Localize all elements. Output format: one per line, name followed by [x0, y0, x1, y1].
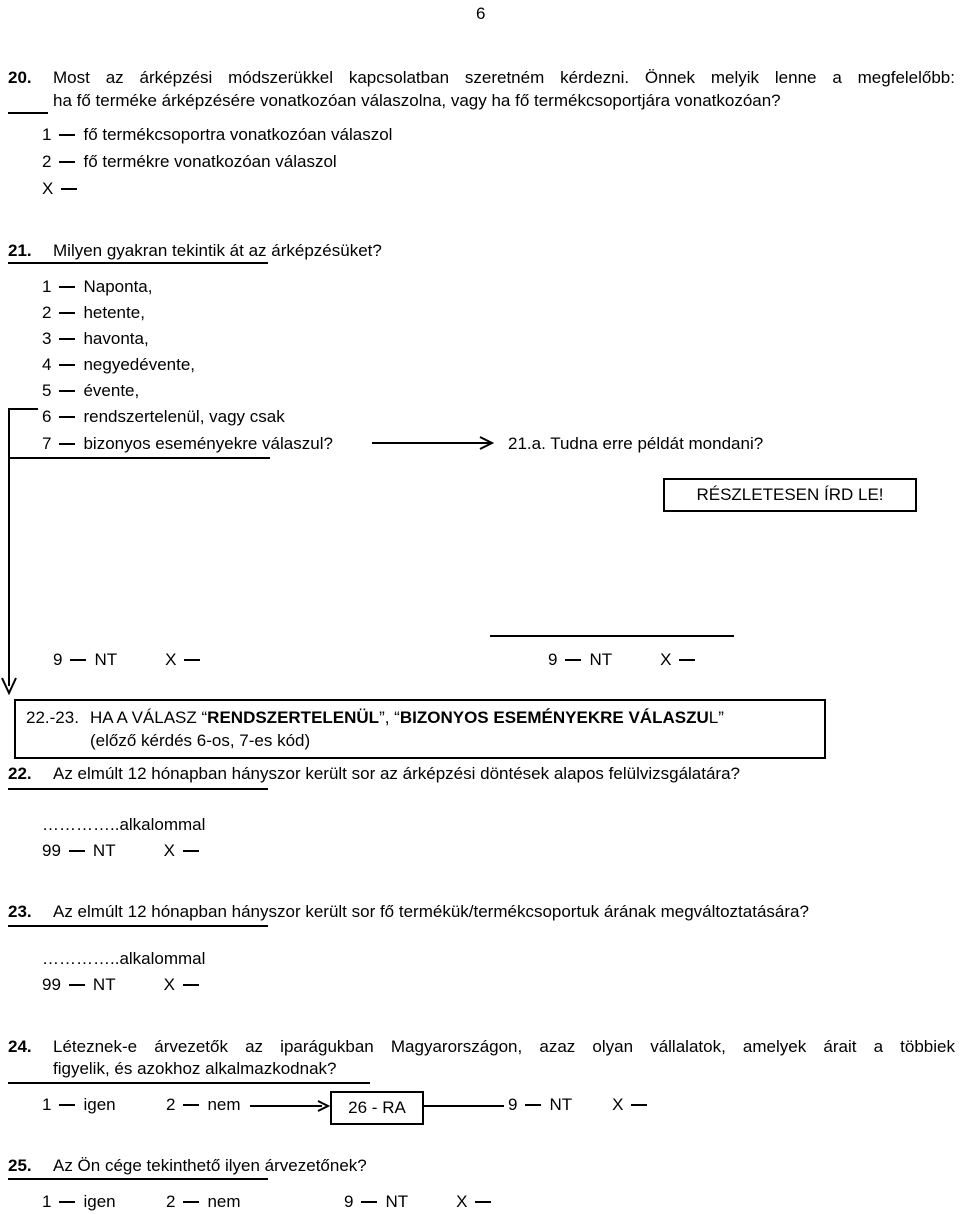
filter-line2: (előző kérdés 6-os, 7-es kód) — [90, 731, 311, 750]
q23-nt[interactable]: 99 NT X — [42, 975, 207, 995]
q21a-text: 21.a. Tudna erre példát mondani? — [508, 434, 764, 453]
q24-nt[interactable]: 9 NT X — [508, 1095, 655, 1115]
q25-text: Az Ön cége tekinthető ilyen árvezetőnek? — [53, 1156, 367, 1175]
q21a-answer-line[interactable] — [490, 635, 734, 637]
goto-arrow-icon — [316, 1099, 330, 1113]
q24-option-no[interactable]: 2 nem — [166, 1095, 241, 1114]
filter-number: 22.-23. — [26, 708, 79, 727]
q24-text-line1: Léteznek-e árvezetők az iparágukban Magyarországon, azaz olyan vállalatok, amelyek árait a többiek — [53, 1037, 955, 1056]
bracket-bottom-line — [8, 457, 270, 459]
q23-text: Az elmúlt 12 hónapban hányszor került sor fő termékük/termékcsoportuk árának megváltoztatására? — [53, 902, 809, 921]
q21a-arrow-line — [372, 442, 490, 444]
q21a-nt-right[interactable]: 9 NT X — [548, 650, 703, 670]
bracket-vertical-line — [8, 408, 10, 686]
q20-text-line2: ha fő terméke árképzésére vonatkozóan válaszolna, vagy ha fő termékcsoportjára vonatkozóan? — [53, 91, 781, 110]
q20-option-x[interactable]: X — [42, 179, 85, 199]
q21-nt-left[interactable]: 9 NT X — [53, 650, 208, 670]
q24-underline — [8, 1082, 370, 1084]
q21-option-5[interactable]: 5 évente, — [42, 381, 140, 400]
q24-option-yes[interactable]: 1 igen — [42, 1095, 116, 1114]
q21-option-3[interactable]: 3 havonta, — [42, 329, 149, 348]
q23-count-field[interactable]: …………..alkalommal — [42, 949, 206, 968]
q25-nt[interactable]: 9 NT X — [344, 1192, 499, 1212]
q20-option-1[interactable]: 1 fő termékcsoportra vonatkozóan válaszol — [42, 125, 393, 144]
q22-number: 22. — [8, 764, 32, 783]
q21-underline — [8, 262, 268, 264]
q20-option-2[interactable]: 2 fő termékre vonatkozóan válaszol — [42, 152, 337, 171]
q25-underline — [8, 1178, 268, 1180]
q21-number: 21. — [8, 241, 32, 260]
q21-option-6[interactable]: 6 rendszertelenül, vagy csak — [42, 407, 285, 426]
q20-number: 20. — [8, 68, 32, 87]
q20-text-line1: Most az árképzési módszerükkel kapcsolatban szeretném kérdezni. Önnek melyik lenne a megfelelőbb: — [53, 68, 955, 87]
q20-underline — [8, 112, 48, 114]
q21-option-2[interactable]: 2 hetente, — [42, 303, 145, 322]
page-number: 6 — [476, 4, 486, 23]
q22-underline — [8, 788, 268, 790]
q21-option-4[interactable]: 4 negyedévente, — [42, 355, 196, 374]
q21-option-1[interactable]: 1 Naponta, — [42, 277, 153, 296]
q25-number: 25. — [8, 1156, 32, 1175]
q21-option-7[interactable]: 7 bizonyos eseményekre válaszul? — [42, 434, 333, 453]
bracket-top-line — [8, 408, 38, 410]
q22-nt[interactable]: 99 NT X — [42, 841, 207, 861]
q24-number: 24. — [8, 1037, 32, 1056]
q22-count-field[interactable]: …………..alkalommal — [42, 815, 206, 834]
q25-option-yes[interactable]: 1 igen — [42, 1192, 116, 1211]
q24-text-line2: figyelik, és azokhoz alkalmazkodnak? — [53, 1059, 337, 1078]
q23-underline — [8, 925, 268, 927]
q24-goto-tail-line — [424, 1105, 504, 1107]
q21-text: Milyen gyakran tekintik át az árképzésüket? — [53, 241, 382, 260]
q25-option-no[interactable]: 2 nem — [166, 1192, 241, 1211]
q24-goto-arrow-line — [250, 1105, 322, 1107]
q21a-instruction-box: RÉSZLETESEN ÍRD LE! — [663, 478, 917, 512]
q24-goto-box: 26 - RA — [330, 1091, 424, 1125]
filter-line1: HA A VÁLASZ “RENDSZERTELENÜL”, “BIZONYOS ESEMÉNYEKRE VÁLASZUL” — [90, 708, 724, 727]
down-arrow-icon — [0, 676, 18, 696]
q22-text: Az elmúlt 12 hónapban hányszor került sor az árképzési döntések alapos felülvizsgálatára? — [53, 764, 741, 783]
right-arrow-icon — [478, 435, 494, 451]
q23-number: 23. — [8, 902, 32, 921]
